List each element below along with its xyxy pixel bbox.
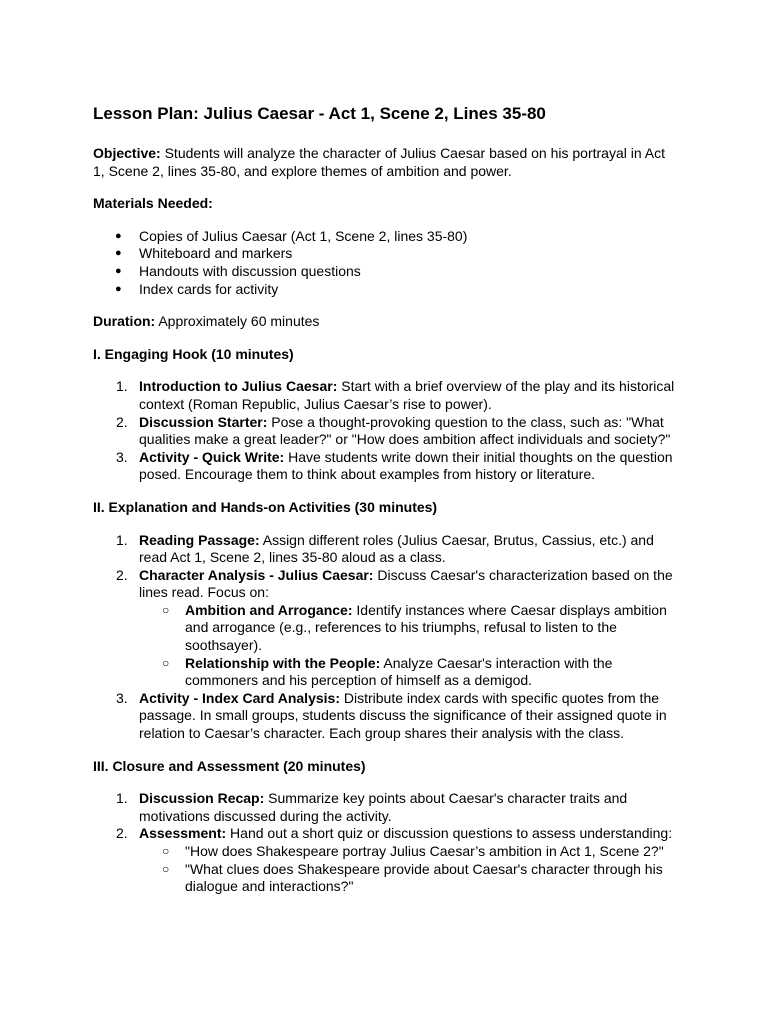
step-text: Pose a thought-provoking question to the class, such as: "What qualities make a great leader?" or "How does ambition affect individuals and society?"	[139, 413, 671, 448]
step-number: 1.	[116, 790, 128, 807]
step-label: Activity - Index Card Analysis:	[139, 689, 340, 706]
duration-paragraph	[93, 313, 678, 331]
step-label: Introduction to Julius Caesar:	[139, 378, 338, 395]
section-3-steps	[93, 790, 678, 896]
materials-list	[93, 228, 678, 298]
objective-paragraph	[93, 145, 678, 180]
step-label: Discussion Recap:	[139, 790, 265, 807]
list-item	[93, 532, 678, 567]
objective-text: Students will analyze the character of Julius Caesar based on his portrayal in Act 1, Scene 2, lines 35-80, and explore themes of ambition and power.	[93, 145, 665, 179]
materials-heading: Materials Needed:	[93, 195, 213, 212]
step-number: 3.	[116, 448, 128, 465]
list-item	[93, 790, 678, 825]
sub-list-item: ○ "What clues does Shakespeare provide about Caesar's character through his dialogue and interactions?"	[139, 861, 678, 896]
objective-label: Objective:	[93, 145, 161, 161]
assessment-questions	[139, 843, 678, 896]
focus-sublist	[139, 602, 678, 690]
sub-item-label: Ambition and Arrogance:	[185, 601, 353, 618]
lesson-title: Lesson Plan: Julius Caesar - Act 1, Scene 2, Lines 35-80	[93, 104, 546, 123]
list-item	[93, 825, 678, 895]
list-item	[93, 378, 678, 413]
step-number: 3.	[116, 689, 128, 706]
step-label: Assessment:	[139, 825, 227, 842]
section-1-steps	[93, 378, 678, 484]
list-item: ● Whiteboard and markers	[93, 245, 678, 263]
step-label: Reading Passage:	[139, 531, 260, 548]
sub-item-text: Analyze Caesar's interaction with the commoners and his perception of himself as a demigod.	[185, 654, 613, 689]
list-item	[93, 449, 678, 484]
sub-list-item: ○ "How does Shakespeare portray Julius Caesar’s ambition in Act 1, Scene 2?"	[139, 843, 678, 861]
section-2-heading: II. Explanation and Hands-on Activities (30 minutes)	[93, 498, 438, 515]
sub-list-item	[139, 655, 678, 690]
duration-text: Approximately 60 minutes	[155, 313, 320, 330]
list-item: ● Handouts with discussion questions	[93, 263, 678, 281]
step-number: 1.	[116, 531, 128, 548]
step-text: Hand out a short quiz or discussion questions to assess understanding:	[226, 825, 673, 842]
list-item	[93, 690, 678, 743]
section-1-heading: I. Engaging Hook (10 minutes)	[93, 345, 294, 362]
step-text: Discuss Caesar's characterization based on the lines read. Focus on:	[139, 566, 673, 601]
step-number: 2.	[116, 413, 128, 430]
step-label: Character Analysis - Julius Caesar:	[139, 566, 374, 583]
sub-list-item	[139, 602, 678, 655]
step-number: 2.	[116, 825, 128, 842]
sub-item-text: Identify instances where Caesar displays ambition and arrogance (e.g., references to his triumphs, refusal to listen to the soothsayer).	[185, 601, 667, 654]
list-item: ● Copies of Julius Caesar (Act 1, Scene 2, lines 35-80)	[93, 228, 678, 246]
step-label: Discussion Starter:	[139, 413, 268, 430]
duration-label: Duration:	[93, 313, 156, 330]
list-item	[93, 567, 678, 690]
list-item: ● Index cards for activity	[93, 281, 678, 299]
step-number: 1.	[116, 378, 128, 395]
step-label: Activity - Quick Write:	[139, 448, 285, 465]
list-item	[93, 414, 678, 449]
section-2-steps	[93, 532, 678, 743]
step-text: Assign different roles (Julius Caesar, Brutus, Cassius, etc.) and read Act 1, Scene 2, lines 35-80 aloud as a class.	[139, 531, 654, 566]
sub-item-label: Relationship with the People:	[185, 654, 381, 671]
section-3-heading: III. Closure and Assessment (20 minutes)	[93, 757, 366, 774]
step-text: Distribute index cards with specific quotes from the passage. In small groups, students discuss the significance of their assigned quote in relation to Caesar’s character. Each group shares their analysis with the class.	[139, 689, 667, 742]
step-text: Have students write down their initial thoughts on the question posed. Encourage them to think about examples from history or literature.	[139, 448, 673, 483]
step-text: Start with a brief overview of the play and its historical context (Roman Republic, Julius Caesar’s rise to power).	[139, 378, 675, 412]
step-text: Summarize key points about Caesar's character traits and motivations discussed during the activity.	[139, 790, 628, 824]
step-number: 2.	[116, 566, 128, 583]
